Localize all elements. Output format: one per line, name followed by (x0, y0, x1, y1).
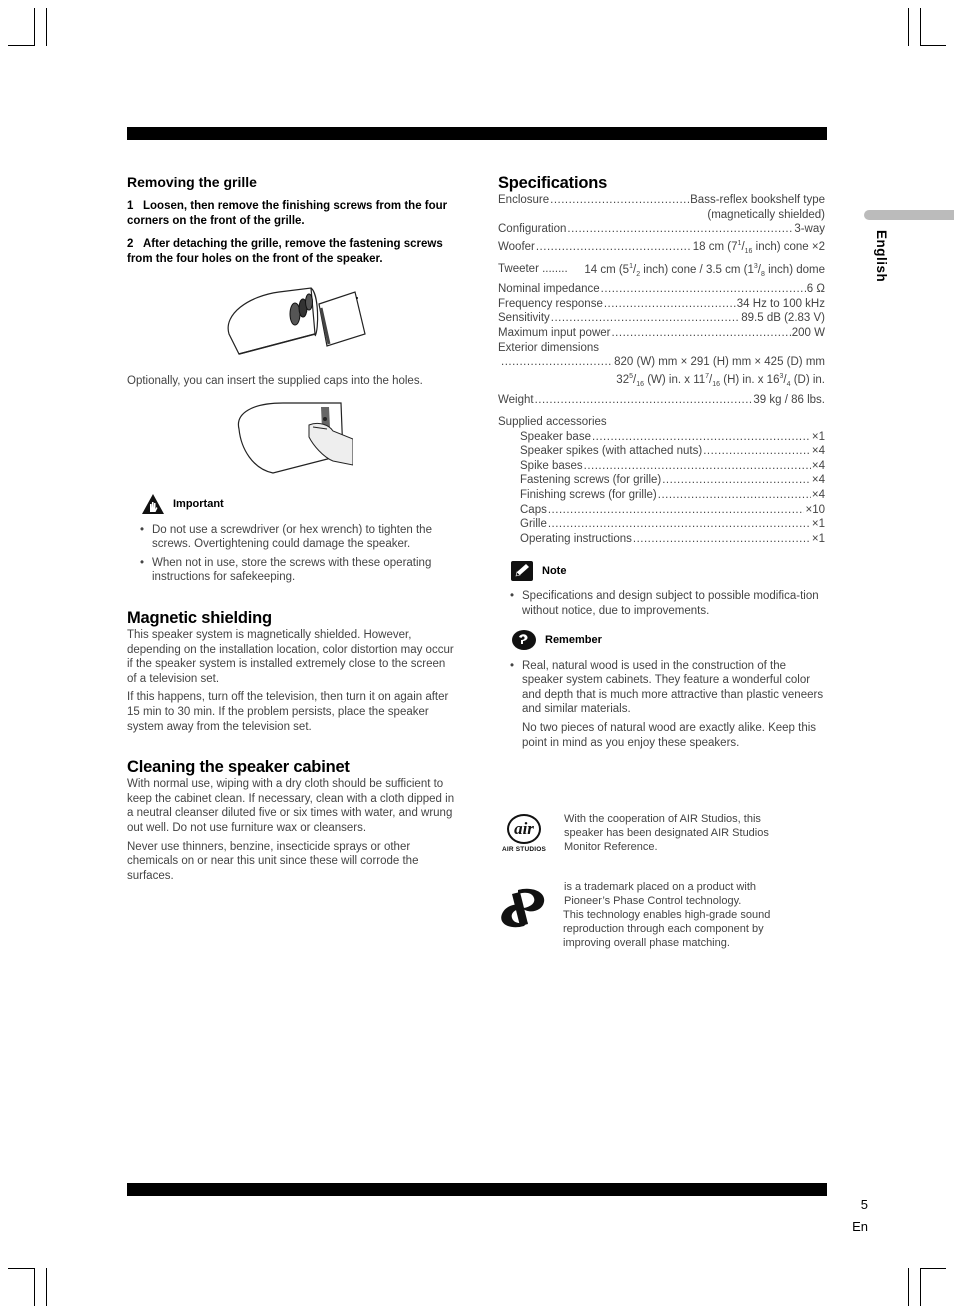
note-callout (510, 560, 825, 582)
spec-value-part: 14 cm (5 (584, 263, 630, 276)
caps-note: Optionally, you can insert the supplied caps into the holes. (127, 375, 423, 387)
fraction-numerator: 1 (737, 239, 742, 247)
fraction-denominator: 16 (636, 380, 644, 388)
language-label: English (874, 230, 889, 283)
crop-mark (908, 8, 909, 46)
fraction-numerator: 3 (779, 372, 784, 380)
crop-mark (920, 8, 921, 46)
spec-value-part: 18 cm (7 (692, 240, 738, 253)
caps-illustration (233, 399, 353, 479)
spec-label: Woofer (498, 240, 535, 253)
accessory-name: Speaker spikes (with attached nuts) (520, 445, 703, 458)
spec-label: Exterior dimensions (498, 341, 599, 354)
spec-label: Weight (498, 393, 534, 406)
fraction-denominator: 8 (761, 270, 765, 278)
list-item (520, 488, 825, 503)
accessory-qty: ×1 (811, 532, 825, 545)
accessory-name: Spike bases (520, 459, 583, 472)
crop-mark (920, 45, 946, 46)
crop-mark (8, 45, 35, 46)
crop-mark (46, 1268, 47, 1306)
crop-mark (908, 1268, 909, 1306)
spec-value: 39 kg / 86 lbs. (753, 393, 825, 406)
cleaning-paragraph-2: Never use thinners, benzine, insecticide sprays or other chemicals on or near this unit since these will corrode the surfaces. (127, 840, 419, 882)
crop-mark (920, 1268, 921, 1306)
spec-tweeter (498, 260, 825, 283)
accessory-name: Grille (520, 518, 547, 531)
list-item (520, 517, 825, 532)
spec-label: Enclosure (498, 194, 550, 206)
accessory-name: Finishing screws (for grille) (520, 489, 657, 502)
spec-exterior-label (498, 341, 825, 356)
remember-callout (511, 629, 825, 651)
fraction-denominator: 4 (786, 380, 791, 388)
phase-control-logo (498, 880, 550, 950)
spec-value-part: (W) in. x 11 (644, 373, 706, 386)
fraction-numerator: 1 (629, 262, 633, 270)
note-label: Note (542, 565, 567, 578)
spec-value: 14 cm ($5^1/_2$ inch) cone / 3.5 cm ($1^3/_8$ inch) dome (584, 262, 825, 278)
list-item (520, 430, 825, 445)
spec-value-part: (D) in. (790, 373, 825, 386)
spec-value: 820 (W) mm × 291 (H) mm × 425 (D) mm (614, 356, 825, 369)
grille-removal-illustration (219, 284, 369, 370)
accessory-qty: ×10 (805, 503, 825, 516)
page-language: En (852, 1219, 868, 1234)
accessory-qty: ×4 (811, 459, 825, 472)
page-number: 5 (860, 1197, 868, 1212)
accessory-qty: ×4 (811, 474, 825, 487)
crop-mark (34, 1268, 35, 1306)
spec-sensitivity (498, 311, 825, 326)
air-studios-text: With the cooperation of AIR Studios, this speaker has been designated AIR Studios Monitor Reference. (564, 813, 769, 854)
spec-woofer (498, 237, 825, 260)
step-number: 2 (127, 238, 134, 250)
list-item (520, 473, 825, 488)
phase-text-1: is a trademark placed on a product with Pioneer’s Phase Control technology. (564, 881, 756, 908)
spec-label: Maximum input power (498, 327, 611, 339)
air-studios-logo (498, 812, 550, 854)
crop-mark (46, 8, 47, 46)
list-item (520, 444, 825, 459)
fraction-denominator: 2 (636, 270, 641, 278)
spec-weight (498, 393, 825, 408)
spec-value-part: inch) cone / 3.5 cm (1 (640, 263, 754, 276)
spec-exterior-mm (498, 355, 825, 370)
crop-mark (920, 1268, 946, 1269)
air-logo-text: AIR STUDIOS (501, 846, 547, 854)
pencil-note-icon (510, 560, 534, 582)
spec-impedance (498, 282, 825, 297)
spec-configuration (498, 222, 825, 237)
air-studios-block (498, 812, 825, 854)
spec-value-part: inch) cone ×2 (752, 240, 825, 253)
list-item: • Real, natural wood is used in the construction of the speaker system cabinets. They feature a wonderful color and depth that is much more attractive than plastic veneers and similar materials. (510, 659, 825, 717)
phase-text-2: This technology enables high-grade sound reproduction through each component by improving overall phase matching. (563, 909, 771, 950)
step-2 (127, 237, 457, 267)
right-column (498, 174, 825, 950)
accessory-name: Operating instructions (520, 532, 632, 545)
spec-value: 200 W (791, 327, 825, 339)
step-1 (127, 199, 457, 229)
spec-value: 3-way (794, 223, 825, 236)
warning-hand-icon (141, 493, 165, 515)
spec-label: Sensitivity (498, 312, 550, 325)
important-callout (141, 493, 457, 515)
crop-mark (34, 8, 35, 46)
spec-frequency (498, 297, 825, 312)
phase-control-block (498, 880, 825, 950)
remember-head-icon (511, 629, 537, 651)
spec-value: 6 Ω (806, 283, 825, 296)
important-list (127, 523, 457, 585)
spec-value: Bass-reflex bookshelf type (690, 194, 825, 206)
step-text: Loosen, then remove the finishing screws from the four corners on the front of the grille. (127, 200, 448, 227)
spec-label: Configuration (498, 223, 567, 236)
magnetic-paragraph-2: If this happens, turn off the television, then turn it on again after 15 min to 30 min. If the problem persists, place the speaker system away from the television set. (127, 691, 449, 733)
phase-control-text (564, 880, 794, 950)
cleaning-paragraph-1: With normal use, wiping with a dry cloth should be sufficient to keep the cabinet clean. If necessary, clean with a cloth dipped in a neutral cleanser diluted five or six times with water, and wrung out well. Do not use furniture wax or cleansers. (127, 778, 455, 834)
list-item: • Do not use a screwdriver (or hex wrench) to tighten the screws. Overtightening could damage the speaker. (140, 523, 457, 552)
crop-mark (8, 1268, 35, 1269)
list-item (520, 532, 825, 547)
accessory-qty: ×1 (811, 430, 825, 443)
step-text: After detaching the grille, remove the fastening screws from the four holes on the front of the speaker. (127, 238, 443, 265)
accessory-qty: ×4 (811, 445, 825, 458)
spec-enclosure-note: (magnetically shielded) (707, 208, 825, 221)
list-item: • Specifications and design subject to possible modifica-tion without notice, due to improvements. (510, 589, 825, 618)
note-list (498, 589, 825, 618)
specifications-title: Specifications (498, 174, 608, 192)
remember-list (498, 659, 825, 751)
accessory-name: Fastening screws (for grille) (520, 474, 662, 487)
remember-label: Remember (545, 633, 602, 646)
air-logo-mark: air (507, 814, 541, 844)
accessories-title: Supplied accessories (498, 416, 607, 429)
step-number: 1 (127, 200, 134, 212)
spec-label: Tweeter ........ (498, 263, 568, 276)
list-item (520, 459, 825, 474)
fraction-numerator: 7 (705, 372, 710, 380)
footer-bar (127, 1183, 827, 1196)
spec-value: 34 Hz to 100 kHz (736, 297, 825, 310)
accessory-name: Speaker base (520, 430, 591, 443)
fraction-denominator: 16 (712, 380, 721, 388)
spec-value-part: (H) in. x 16 (720, 373, 780, 386)
language-tab (864, 210, 954, 220)
spec-value: 89.5 dB (2.83 V) (741, 312, 825, 325)
fraction-denominator: 16 (744, 247, 753, 255)
cleaning-title: Cleaning the speaker cabinet (127, 758, 350, 777)
fraction-numerator: 3 (753, 262, 758, 270)
accessory-name: Caps (520, 503, 547, 516)
spec-label: Frequency response (498, 297, 603, 310)
spec-enclosure (498, 193, 825, 208)
magnetic-paragraph-1: This speaker system is magnetically shielded. However, depending on the installation location, color distortion may occur if the speaker system is installed extremely close to the screen of a television set. (127, 628, 454, 685)
removing-grille-title: Removing the grille (127, 174, 257, 190)
magnetic-shielding-title: Magnetic shielding (127, 608, 272, 627)
spec-value: 18 cm ($7^1/_{16}$ inch) cone ×2 (692, 239, 825, 255)
left-column (127, 174, 457, 883)
spec-label: Nominal impedance (498, 283, 600, 296)
remember-extra: No two pieces of natural wood are exactly alike. Keep this point in mind as you enjoy these speakers. (522, 722, 817, 749)
list-item: • When not in use, store the screws with these operating instructions for safekeeping. (140, 556, 457, 585)
fraction-numerator: 5 (629, 372, 633, 380)
header-bar (127, 127, 827, 140)
spec-max-input (498, 326, 825, 341)
accessories-list (498, 430, 825, 547)
important-label: Important (173, 497, 224, 510)
spec-value-part: 32 (616, 373, 630, 386)
spec-value-part: inch) dome (764, 263, 825, 276)
list-item (520, 503, 825, 518)
spec-exterior-inches: $32^5/_{16}$ (W) in. x $11^7/_{16}$ (H) in. x $16^3/_4$ (D) in. (616, 372, 825, 388)
accessory-qty: ×4 (811, 489, 825, 502)
accessory-qty: ×1 (811, 518, 825, 531)
